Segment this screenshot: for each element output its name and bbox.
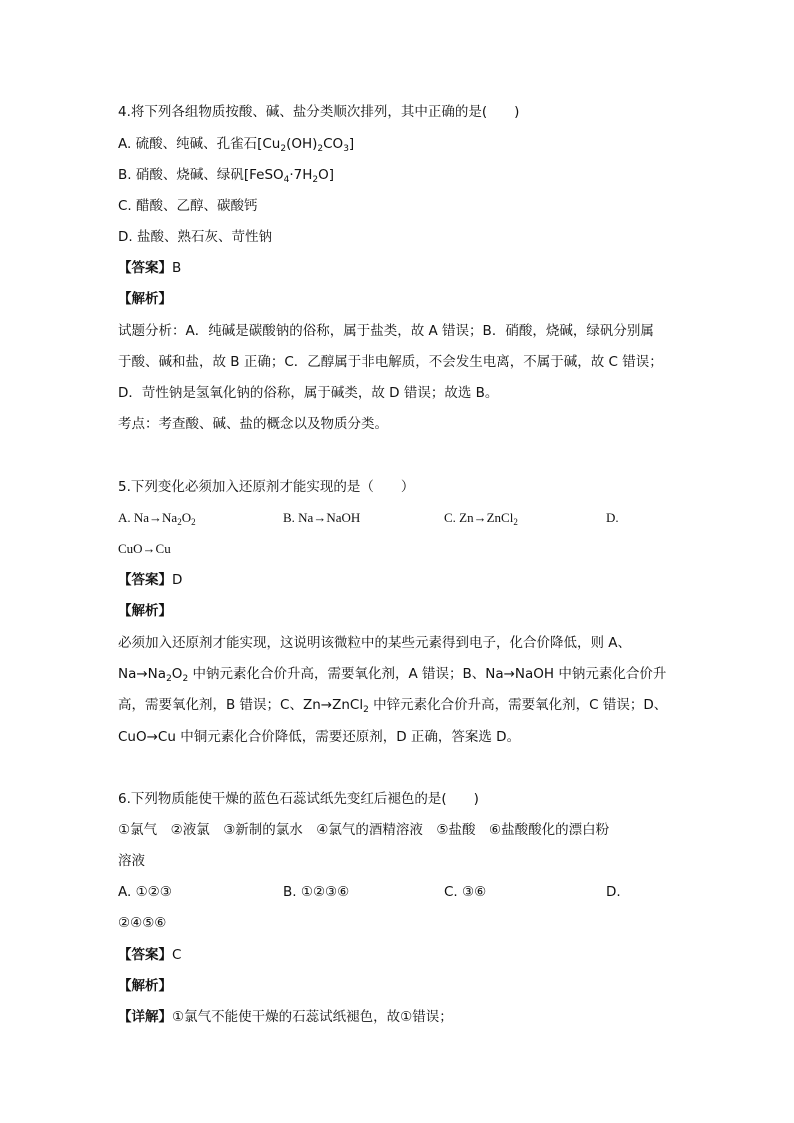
q4-analysis-line-3: D．苛性钠是氢氧化钠的俗称，属于碱类，故 D 错误；故选 B。 xyxy=(118,385,499,401)
q6-stem: 6.下列物质能使干燥的蓝色石蕊试纸先变红后褪色的是( ) xyxy=(118,791,479,807)
q4-option-d: D. 盐酸、熟石灰、苛性钠 xyxy=(118,229,272,245)
q5-option-c: C. Zn→ZnCl$_2$ xyxy=(444,510,518,527)
q6-detail-line-1: 【详解】①氯气不能使干燥的石蕊试纸褪色，故①错误； xyxy=(118,1009,453,1025)
q5-option-d-content: CuO→Cu xyxy=(118,541,171,556)
q4-stem: 4.将下列各组物质按酸、碱、盐分类顺次排列，其中正确的是( ) xyxy=(118,104,520,120)
q6-option-d-content: ②④⑤⑥ xyxy=(118,915,167,931)
q4-option-c: C. 醋酸、乙醇、碳酸钙 xyxy=(118,198,258,214)
q4-answer: 【答案】B xyxy=(118,260,182,276)
q6-option-d: D. xyxy=(606,884,621,900)
q5-analysis-line-3: 高，需要氧化剂，B 错误；C、Zn→ZnCl$_2$ 中锌元素化合价升高，需要氧化剂，C 错误；D、 xyxy=(118,697,668,715)
q6-items-line-2: 溶液 xyxy=(118,853,145,869)
q6-option-a: A. ①②③ xyxy=(118,884,172,900)
q5-answer: 【答案】D xyxy=(118,572,183,588)
q5-option-b: B. Na→NaOH xyxy=(283,510,361,525)
q5-analysis-line-2: $Na\to Na_2O_2$ 中钠元素化合价升高，需要氧化剂，A 错误；B、Na→NaOH 中钠元素化合价升 xyxy=(118,666,667,684)
q6-answer: 【答案】C xyxy=(118,947,182,963)
q5-analysis-line-1: 必须加入还原剂才能实现，这说明该微粒中的某些元素得到电子，化合价降低，则 A、 xyxy=(118,635,632,651)
q6-analysis-heading: 【解析】 xyxy=(118,978,172,994)
q4-analysis-heading: 【解析】 xyxy=(118,291,172,307)
q5-option-a: A. $Na\to Na_2O_2$ xyxy=(118,510,196,527)
q4-analysis-line-2: 于酸、碱和盐，故 B 正确；C．乙醇属于非电解质，不会发生电离，不属于碱，故 C 错误； xyxy=(118,354,663,370)
q5-stem: 5.下列变化必须加入还原剂才能实现的是（ ） xyxy=(118,479,415,495)
q4-kaodian: 考点：考查酸、碱、盐的概念以及物质分类。 xyxy=(118,416,388,432)
q5-analysis-heading: 【解析】 xyxy=(118,603,172,619)
q4-option-b: B. 硝酸、烧碱、绿矾$[FeSO_4\cdot 7H_2O]$ xyxy=(118,167,335,185)
q4-option-a: A. 硫酸、纯碱、孔雀石$[Cu_2(OH)_2CO_3]$ xyxy=(118,136,355,154)
q6-items-line-1: ①氯气 ②液氯 ③新制的氯水 ④氯气的酒精溶液 ⑤盐酸 ⑥盐酸酸化的漂白粉 xyxy=(118,822,610,838)
q6-option-c: C. ③⑥ xyxy=(444,884,487,900)
q5-analysis-line-4: CuO→Cu 中铜元素化合价降低，需要还原剂，D 正确，答案选 D。 xyxy=(118,729,521,745)
q6-option-b: B. ①②③⑥ xyxy=(283,884,350,900)
q5-option-d: D. xyxy=(606,510,619,525)
q4-analysis-line-1: 试题分析：A．纯碱是碳酸钠的俗称，属于盐类，故 A 错误；B．硝酸，烧碱，绿矾分别属 xyxy=(118,323,654,339)
